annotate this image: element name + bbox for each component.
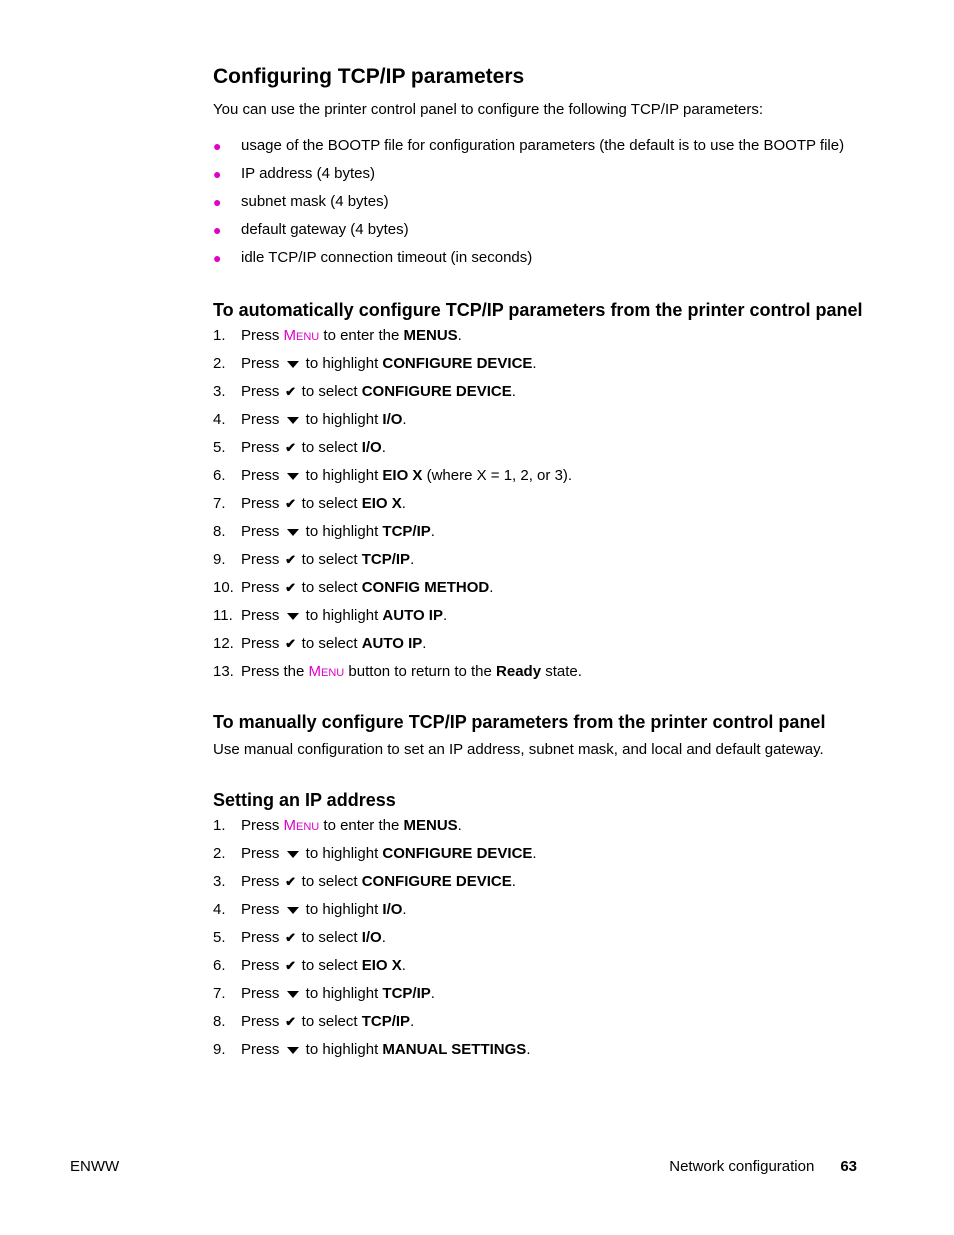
step-text: Press — [241, 957, 284, 974]
step-text: to highlight — [301, 411, 383, 428]
list-item — [213, 165, 873, 183]
step-item — [213, 1013, 873, 1031]
checkmark-icon: ✔ — [285, 440, 296, 455]
step-text: to select — [297, 439, 362, 456]
step-number: 4. — [213, 901, 226, 918]
list-item — [213, 221, 873, 239]
menu-button-label: Menu — [308, 663, 345, 680]
step-number: 8. — [213, 523, 226, 540]
step-text: . — [430, 523, 435, 540]
step-text: to select — [297, 929, 362, 946]
step-text: Press — [241, 901, 284, 918]
step-text: to select — [297, 551, 362, 568]
down-arrow-icon — [287, 473, 299, 480]
step-text: Press the — [241, 663, 309, 680]
list-item — [213, 137, 873, 155]
menu-item-name: CONFIGURE DEVICE — [382, 845, 533, 862]
step-text: Press — [241, 439, 284, 456]
step-item — [213, 635, 873, 653]
step-number: 6. — [213, 957, 226, 974]
menu-item-name: CONFIG METHOD — [361, 579, 490, 596]
down-arrow-icon — [287, 417, 299, 424]
manual-config-heading: To manually configure TCP/IP parameters from the printer control panel — [213, 712, 826, 732]
step-text: Press — [241, 327, 284, 344]
step-text: Press — [241, 607, 284, 624]
step-item — [213, 985, 873, 1003]
step-number: 11. — [213, 607, 233, 624]
menu-item-name: I/O — [382, 411, 403, 428]
menu-item-name: CONFIGURE DEVICE — [382, 355, 533, 372]
step-number: 13. — [213, 663, 234, 680]
menu-item-name: MANUAL SETTINGS — [382, 1041, 527, 1058]
step-item — [213, 1041, 873, 1059]
checkmark-icon: ✔ — [285, 552, 296, 567]
step-text: state. — [541, 663, 582, 680]
step-number: 5. — [213, 439, 226, 456]
step-text: to select — [297, 495, 362, 512]
list-item-text: default gateway (4 bytes) — [241, 221, 409, 238]
step-text: . — [402, 411, 407, 428]
footer-right — [669, 1158, 857, 1176]
checkmark-icon: ✔ — [285, 384, 296, 399]
step-number: 4. — [213, 411, 226, 428]
step-text: to select — [297, 635, 362, 652]
step-item — [213, 579, 873, 597]
menu-item-name: CONFIGURE DEVICE — [361, 383, 512, 400]
step-text: . — [511, 873, 516, 890]
down-arrow-icon — [287, 529, 299, 536]
step-number: 12. — [213, 635, 234, 652]
step-text: . — [526, 1041, 531, 1058]
menu-item-name: I/O — [361, 439, 382, 456]
auto-config-heading: To automatically configure TCP/IP parameters from the printer control panel — [213, 300, 863, 320]
step-item — [213, 607, 873, 625]
step-number: 7. — [213, 985, 226, 1002]
checkmark-icon: ✔ — [285, 496, 296, 511]
menu-item-name: MENUS — [403, 817, 458, 834]
step-item — [213, 495, 873, 513]
checkmark-icon: ✔ — [285, 580, 296, 595]
step-text: . — [401, 957, 406, 974]
step-item — [213, 467, 873, 485]
step-text: . — [532, 845, 537, 862]
step-text: Press — [241, 873, 284, 890]
parameter-list — [213, 137, 873, 267]
step-text: Press — [241, 355, 284, 372]
step-text: Press — [241, 817, 284, 834]
list-item-text: IP address (4 bytes) — [241, 165, 375, 182]
menu-item-name: TCP/IP — [382, 985, 431, 1002]
step-number: 8. — [213, 1013, 226, 1030]
bullet-icon: ● — [213, 166, 222, 182]
step-number: 9. — [213, 1041, 226, 1058]
step-text: . — [442, 607, 448, 624]
step-text: to highlight — [301, 607, 383, 624]
footer-section: Network configuration — [669, 1158, 815, 1175]
bullet-icon: ● — [213, 250, 222, 266]
step-text: . — [410, 551, 415, 568]
menu-item-name: I/O — [361, 929, 382, 946]
step-text: Press — [241, 383, 284, 400]
step-text: . — [511, 383, 516, 400]
step-text: . — [402, 901, 407, 918]
down-arrow-icon — [287, 907, 299, 914]
menu-item-name: AUTO IP — [361, 635, 423, 652]
ip-address-heading: Setting an IP address — [213, 790, 396, 810]
auto-config-steps — [213, 327, 873, 681]
step-text: Press — [241, 551, 284, 568]
step-text: to select — [297, 873, 362, 890]
step-item — [213, 929, 873, 947]
bullet-icon: ● — [213, 194, 222, 210]
menu-item-name: I/O — [382, 901, 403, 918]
down-arrow-icon — [287, 613, 299, 620]
menu-item-name: TCP/IP — [361, 1013, 411, 1030]
checkmark-icon: ✔ — [285, 1014, 296, 1029]
step-item — [213, 439, 873, 457]
step-item — [213, 551, 873, 569]
down-arrow-icon — [287, 361, 299, 368]
down-arrow-icon — [287, 851, 299, 858]
step-text: Press — [241, 1041, 284, 1058]
page-title: Configuring TCP/IP parameters — [213, 65, 525, 88]
step-text: . — [532, 355, 537, 372]
step-text: to highlight — [301, 845, 383, 862]
menu-item-name: AUTO IP — [382, 607, 443, 624]
step-text: to highlight — [301, 523, 383, 540]
step-text: . — [457, 817, 462, 834]
menu-item-name: CONFIGURE DEVICE — [361, 873, 512, 890]
step-text: to highlight — [301, 355, 383, 372]
step-text: button to return to the — [344, 663, 497, 680]
menu-button-label: Menu — [283, 327, 320, 344]
menu-item-name: EIO X — [361, 495, 402, 512]
step-text: Press — [241, 635, 284, 652]
menu-item-name: Ready — [496, 663, 542, 680]
list-item-text: usage of the BOOTP file for configuration parameters (the default is to use the BOOTP file) — [241, 137, 845, 154]
step-text: Press — [241, 579, 284, 596]
step-text: Press — [241, 467, 284, 484]
step-item — [213, 845, 873, 863]
step-text: . — [489, 579, 494, 596]
step-text: to highlight — [301, 985, 383, 1002]
step-item — [213, 817, 873, 835]
step-text: . — [410, 1013, 415, 1030]
list-item-text: idle TCP/IP connection timeout (in seconds) — [241, 249, 533, 266]
step-number: 1. — [213, 327, 226, 344]
step-text: Press — [241, 523, 284, 540]
checkmark-icon: ✔ — [285, 958, 296, 973]
step-text: . — [381, 439, 386, 456]
list-item-text: subnet mask (4 bytes) — [241, 193, 389, 210]
ip-address-steps — [213, 817, 873, 1059]
menu-item-name: TCP/IP — [361, 551, 411, 568]
step-text: . — [401, 495, 406, 512]
step-item — [213, 663, 873, 681]
page-number: 63 — [840, 1158, 857, 1175]
step-number: 2. — [213, 845, 226, 862]
menu-item-name: TCP/IP — [382, 523, 431, 540]
step-item — [213, 957, 873, 975]
step-text: Press — [241, 845, 284, 862]
step-number: 7. — [213, 495, 226, 512]
step-text: Press — [241, 411, 284, 428]
checkmark-icon: ✔ — [285, 636, 296, 651]
menu-item-name: EIO X — [382, 467, 423, 484]
step-text: . — [430, 985, 435, 1002]
step-text: to select — [297, 579, 362, 596]
step-text: to select — [297, 957, 362, 974]
step-text: to select — [297, 1013, 362, 1030]
step-item — [213, 901, 873, 919]
step-number: 3. — [213, 873, 226, 890]
step-item — [213, 411, 873, 429]
step-text: Press — [241, 1013, 284, 1030]
step-text: to highlight — [301, 1041, 383, 1058]
step-text: to highlight — [301, 901, 383, 918]
step-item — [213, 355, 873, 373]
checkmark-icon: ✔ — [285, 930, 296, 945]
step-text: . — [457, 327, 462, 344]
down-arrow-icon — [287, 991, 299, 998]
page-content — [213, 63, 873, 1069]
list-item — [213, 249, 873, 267]
checkmark-icon: ✔ — [285, 874, 296, 889]
down-arrow-icon — [287, 1047, 299, 1054]
step-text: Press — [241, 495, 284, 512]
step-text: to highlight — [301, 467, 383, 484]
step-text: (where X = 1, 2, or 3). — [422, 467, 573, 484]
step-number: 1. — [213, 817, 226, 834]
step-text: to enter the — [319, 817, 404, 834]
menu-item-name: MENUS — [403, 327, 458, 344]
step-text: . — [422, 635, 427, 652]
step-number: 2. — [213, 355, 226, 372]
step-number: 5. — [213, 929, 226, 946]
step-number: 6. — [213, 467, 226, 484]
step-text: to enter the — [319, 327, 404, 344]
manual-config-intro: Use manual configuration to set an IP address, subnet mask, and local and default gateway. — [213, 741, 824, 758]
step-text: Press — [241, 985, 284, 1002]
step-item — [213, 327, 873, 345]
step-item — [213, 523, 873, 541]
menu-item-name: EIO X — [361, 957, 402, 974]
step-text: . — [381, 929, 386, 946]
bullet-icon: ● — [213, 138, 222, 154]
step-text: to select — [297, 383, 362, 400]
step-number: 3. — [213, 383, 226, 400]
step-number: 10. — [213, 579, 234, 596]
footer-doc-code: ENWW — [70, 1158, 120, 1175]
step-item — [213, 383, 873, 401]
bullet-icon: ● — [213, 222, 222, 238]
step-number: 9. — [213, 551, 226, 568]
step-item — [213, 873, 873, 891]
list-item — [213, 193, 873, 211]
step-text: Press — [241, 929, 284, 946]
menu-button-label: Menu — [283, 817, 320, 834]
intro-paragraph: You can use the printer control panel to configure the following TCP/IP parameters: — [213, 101, 764, 118]
